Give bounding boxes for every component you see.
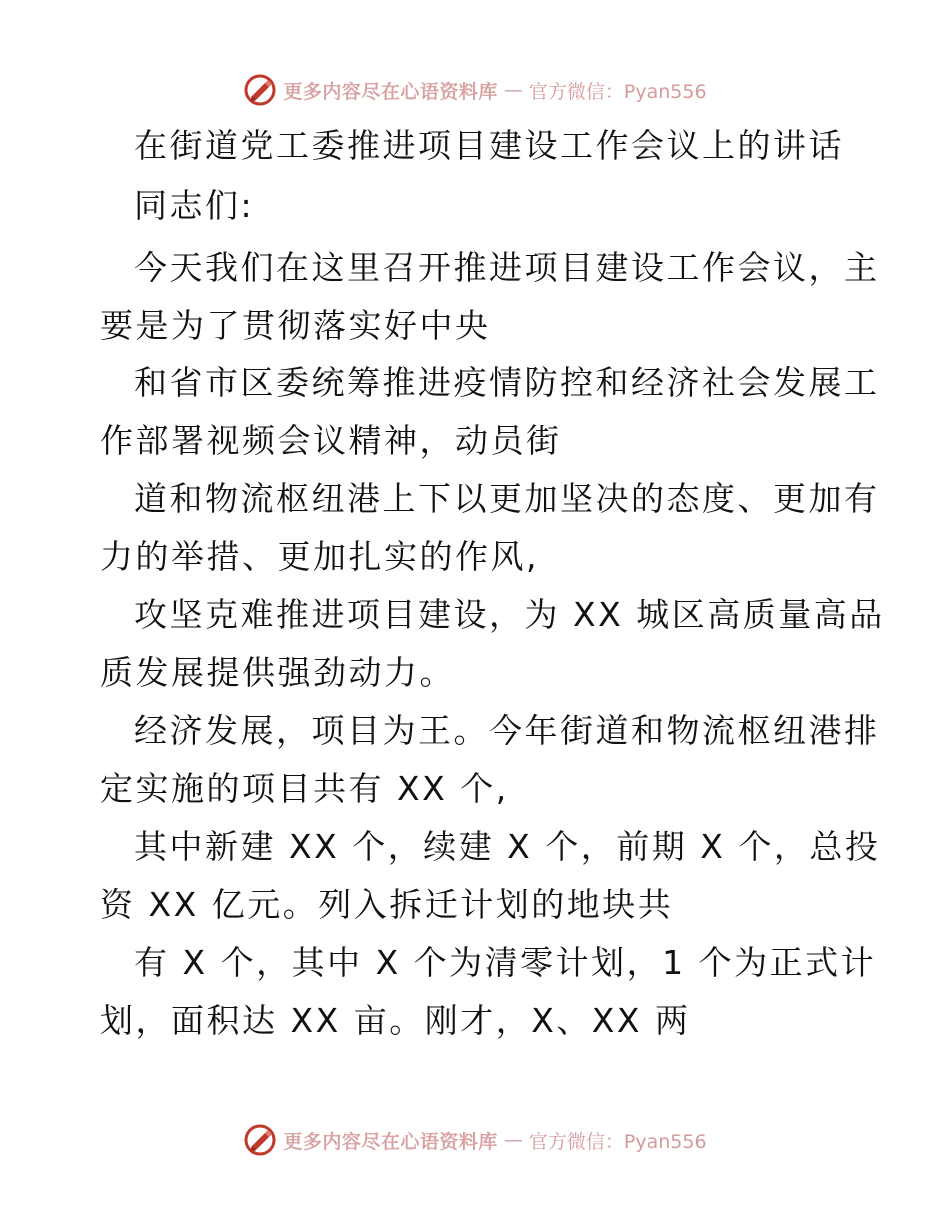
- salutation: 同志们:: [134, 186, 255, 225]
- banner-site-text: 更多内容尽在心语资料库: [283, 1130, 498, 1153]
- paragraph-line: 定实施的项目共有 XX 个,: [100, 769, 509, 808]
- paragraph-line: 其中新建 XX 个，续建 X 个，前期 X 个，总投: [134, 827, 881, 866]
- paragraph-line: 资 XX 亿元。列入拆迁计划的地块共: [100, 885, 674, 924]
- paragraph-line: 和省市区委统筹推进疫情防控和经济社会发展工: [134, 363, 880, 402]
- paragraph-line: 道和物流枢纽港上下以更加坚决的态度、更加有: [134, 479, 880, 518]
- banner-site-text: 更多内容尽在心语资料库: [283, 80, 498, 103]
- paragraph-line: 质发展提供强劲动力。: [100, 653, 455, 692]
- pen-circle-logo-icon: [243, 73, 277, 107]
- paragraph-line: 经济发展，项目为王。今年街道和物流枢纽港排: [134, 711, 880, 750]
- pen-circle-logo-icon: [243, 1123, 277, 1157]
- footer-banner: [0, 1120, 950, 1160]
- document-title: 在街道党工委推进项目建设工作会议上的讲话: [134, 126, 844, 165]
- header-banner: [0, 70, 950, 110]
- banner-separator: —: [503, 79, 523, 101]
- paragraph-line: 攻坚克难推进项目建设，为 XX 城区高质量高品: [134, 595, 885, 634]
- banner-wechat-text: 官方微信：Pyan556: [528, 80, 707, 103]
- banner-separator: —: [503, 1129, 523, 1151]
- paragraph-line: 作部署视频会议精神，动员街: [100, 421, 562, 460]
- paragraph-line: 划，面积达 XX 亩。刚才，X、XX 两: [100, 1001, 691, 1040]
- paragraph-line: 有 X 个，其中 X 个为清零计划，1 个为正式计: [134, 943, 877, 982]
- banner-wechat-text: 官方微信：Pyan556: [528, 1130, 707, 1153]
- paragraph-line: 今天我们在这里召开推进项目建设工作会议，主: [134, 248, 880, 287]
- paragraph-line: 要是为了贯彻落实好中央: [100, 306, 491, 345]
- paragraph-line: 力的举措、更加扎实的作风,: [100, 537, 539, 576]
